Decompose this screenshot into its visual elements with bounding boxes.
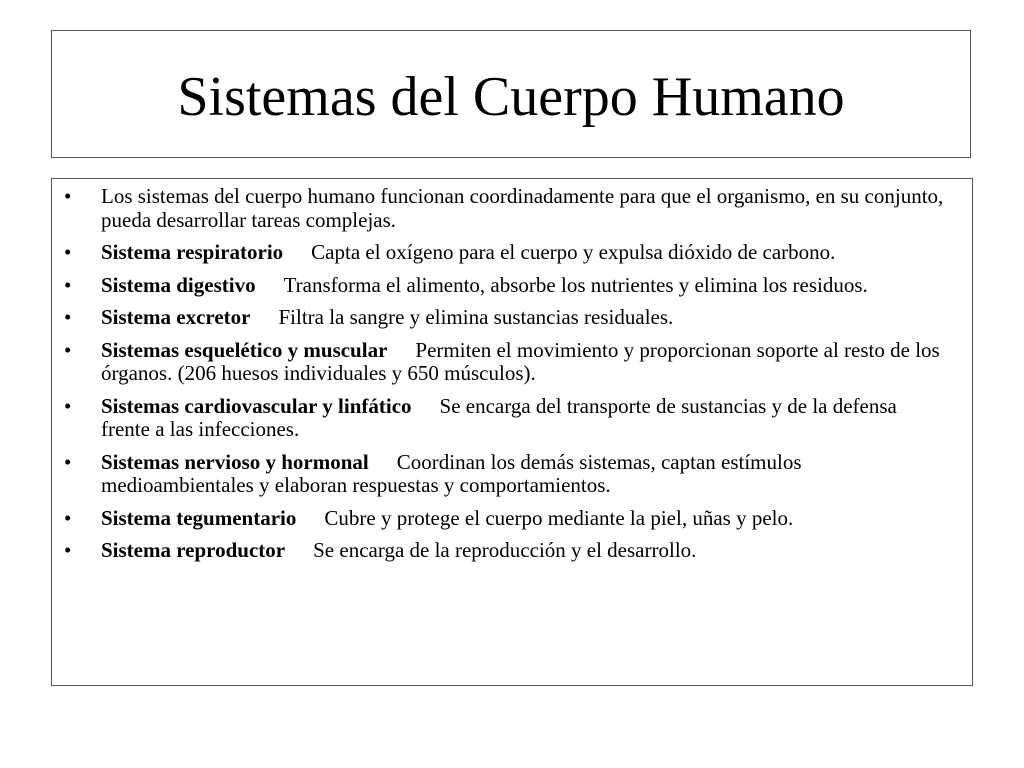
item-text: Coordinan los demás sistemas, captan estímulos medioambientales y elaboran respuestas y comportamientos. <box>101 449 802 497</box>
list-item-respiratorio <box>52 241 948 265</box>
list-item-digestivo <box>52 274 948 298</box>
bullet-icon: • <box>64 240 72 264</box>
item-term: Sistema tegumentario <box>101 505 297 530</box>
bullet-icon: • <box>64 305 72 329</box>
list-item-intro <box>52 185 948 232</box>
list-item-tegumentario <box>52 507 948 531</box>
bullet-icon: • <box>64 505 72 530</box>
item-term: Sistemas nervioso y hormonal <box>101 449 369 474</box>
item-term: Sistema digestivo <box>101 272 256 297</box>
item-text: Se encarga del transporte de sustancias y de la defensa frente a las infecciones. <box>101 393 897 441</box>
item-text: Se encarga de la reproducción y el desarrollo. <box>313 538 697 562</box>
item-text: Los sistemas del cuerpo humano funcionan coordinadamente para que el organismo, en su conjunto, pueda desarrollar tareas complejas. <box>101 184 944 232</box>
list-item-nervioso-hormonal <box>52 451 948 498</box>
slide-title: Sistemas del Cuerpo Humano <box>177 66 845 128</box>
item-term: Sistema reproductor <box>101 538 286 562</box>
bullet-icon: • <box>64 272 72 297</box>
item-text: Transforma el alimento, absorbe los nutrientes y elimina los residuos. <box>283 272 868 297</box>
bullet-list <box>52 179 972 563</box>
item-text: Capta el oxígeno para el cuerpo y expulsa dióxido de carbono. <box>311 240 836 264</box>
item-term: Sistema excretor <box>101 305 251 329</box>
bullet-icon: • <box>64 393 72 418</box>
list-item-excretor <box>52 306 948 330</box>
list-item-cardiovascular-linfatico <box>52 395 948 442</box>
list-item-reproductor <box>52 539 948 563</box>
item-term: Sistema respiratorio <box>101 240 284 264</box>
list-item-esqueletico-muscular <box>52 339 948 386</box>
item-text: Cubre y protege el cuerpo mediante la piel, uñas y pelo. <box>324 505 794 530</box>
item-text: Filtra la sangre y elimina sustancias residuales. <box>278 305 674 329</box>
bullet-icon: • <box>64 337 72 362</box>
item-term: Sistemas esquelético y muscular <box>101 337 388 362</box>
bullet-icon: • <box>64 449 72 474</box>
title-box <box>51 30 971 158</box>
item-text: Permiten el movimiento y proporcionan soporte al resto de los órganos. (206 huesos individuales y 650 músculos). <box>101 337 940 385</box>
content-box <box>51 178 973 686</box>
bullet-icon: • <box>64 538 72 562</box>
bullet-icon: • <box>64 184 72 208</box>
item-term: Sistemas cardiovascular y linfático <box>101 393 412 418</box>
